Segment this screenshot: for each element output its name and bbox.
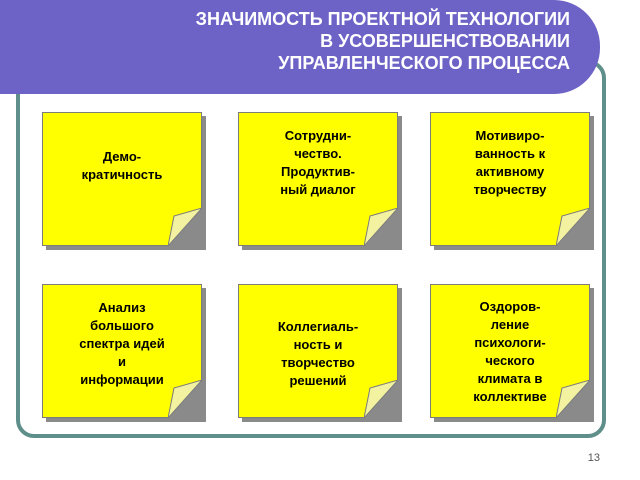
note-line: активному	[475, 164, 545, 179]
note-line: творчество	[281, 355, 355, 370]
title-line: ЗНАЧИМОСТЬ ПРОЕКТНОЙ ТЕХНОЛОГИИ	[195, 9, 570, 29]
note-line: творчеству	[473, 182, 547, 197]
sticky-note-democracy	[42, 112, 206, 250]
note-text	[440, 298, 580, 406]
note-line: Демо-	[102, 149, 142, 164]
note-text	[52, 299, 192, 389]
note-line: информации	[80, 372, 164, 387]
note-text	[248, 318, 388, 390]
note-line: и	[118, 354, 126, 369]
page-number: 13	[587, 452, 600, 464]
note-line: Коллегиаль-	[277, 319, 359, 334]
note-line: ление	[490, 317, 530, 332]
note-line: Сотрудни-	[284, 128, 352, 143]
sticky-note-motivation	[430, 112, 594, 250]
note-line: большого	[90, 318, 154, 333]
sticky-note-psychological-climate	[430, 284, 594, 422]
note-line: Оздоров-	[479, 299, 541, 314]
note-line: коллективе	[473, 389, 547, 404]
note-line: ность и	[293, 337, 343, 352]
page-curl-icon	[168, 208, 202, 246]
note-line: кратичность	[81, 167, 163, 182]
sticky-note-collegiality	[238, 284, 402, 422]
note-line: решений	[289, 373, 347, 388]
note-line: Продуктив-	[281, 164, 355, 179]
title-banner	[0, 0, 600, 94]
sticky-note-cooperation	[238, 112, 402, 250]
note-line: ванность к	[474, 146, 546, 161]
note-line: спектра идей	[79, 336, 165, 351]
note-line: ческого	[485, 353, 535, 368]
slide-title	[40, 8, 570, 74]
title-line: УПРАВЛЕНЧЕСКОГО ПРОЦЕССА	[278, 53, 570, 73]
sticky-note-analysis	[42, 284, 206, 422]
note-line: Мотивиро-	[475, 128, 545, 143]
note-line: психологи-	[474, 335, 546, 350]
page-curl-icon	[364, 208, 398, 246]
note-line: климата в	[477, 371, 543, 386]
note-line: чество.	[294, 146, 342, 161]
note-text	[248, 127, 388, 199]
note-text	[440, 127, 580, 199]
note-line: Анализ	[98, 300, 146, 315]
title-line: В УСОВЕРШЕНСТВОВАНИИ	[320, 31, 570, 51]
note-line: ный диалог	[280, 182, 356, 197]
page-curl-icon	[556, 208, 590, 246]
note-text	[52, 148, 192, 184]
